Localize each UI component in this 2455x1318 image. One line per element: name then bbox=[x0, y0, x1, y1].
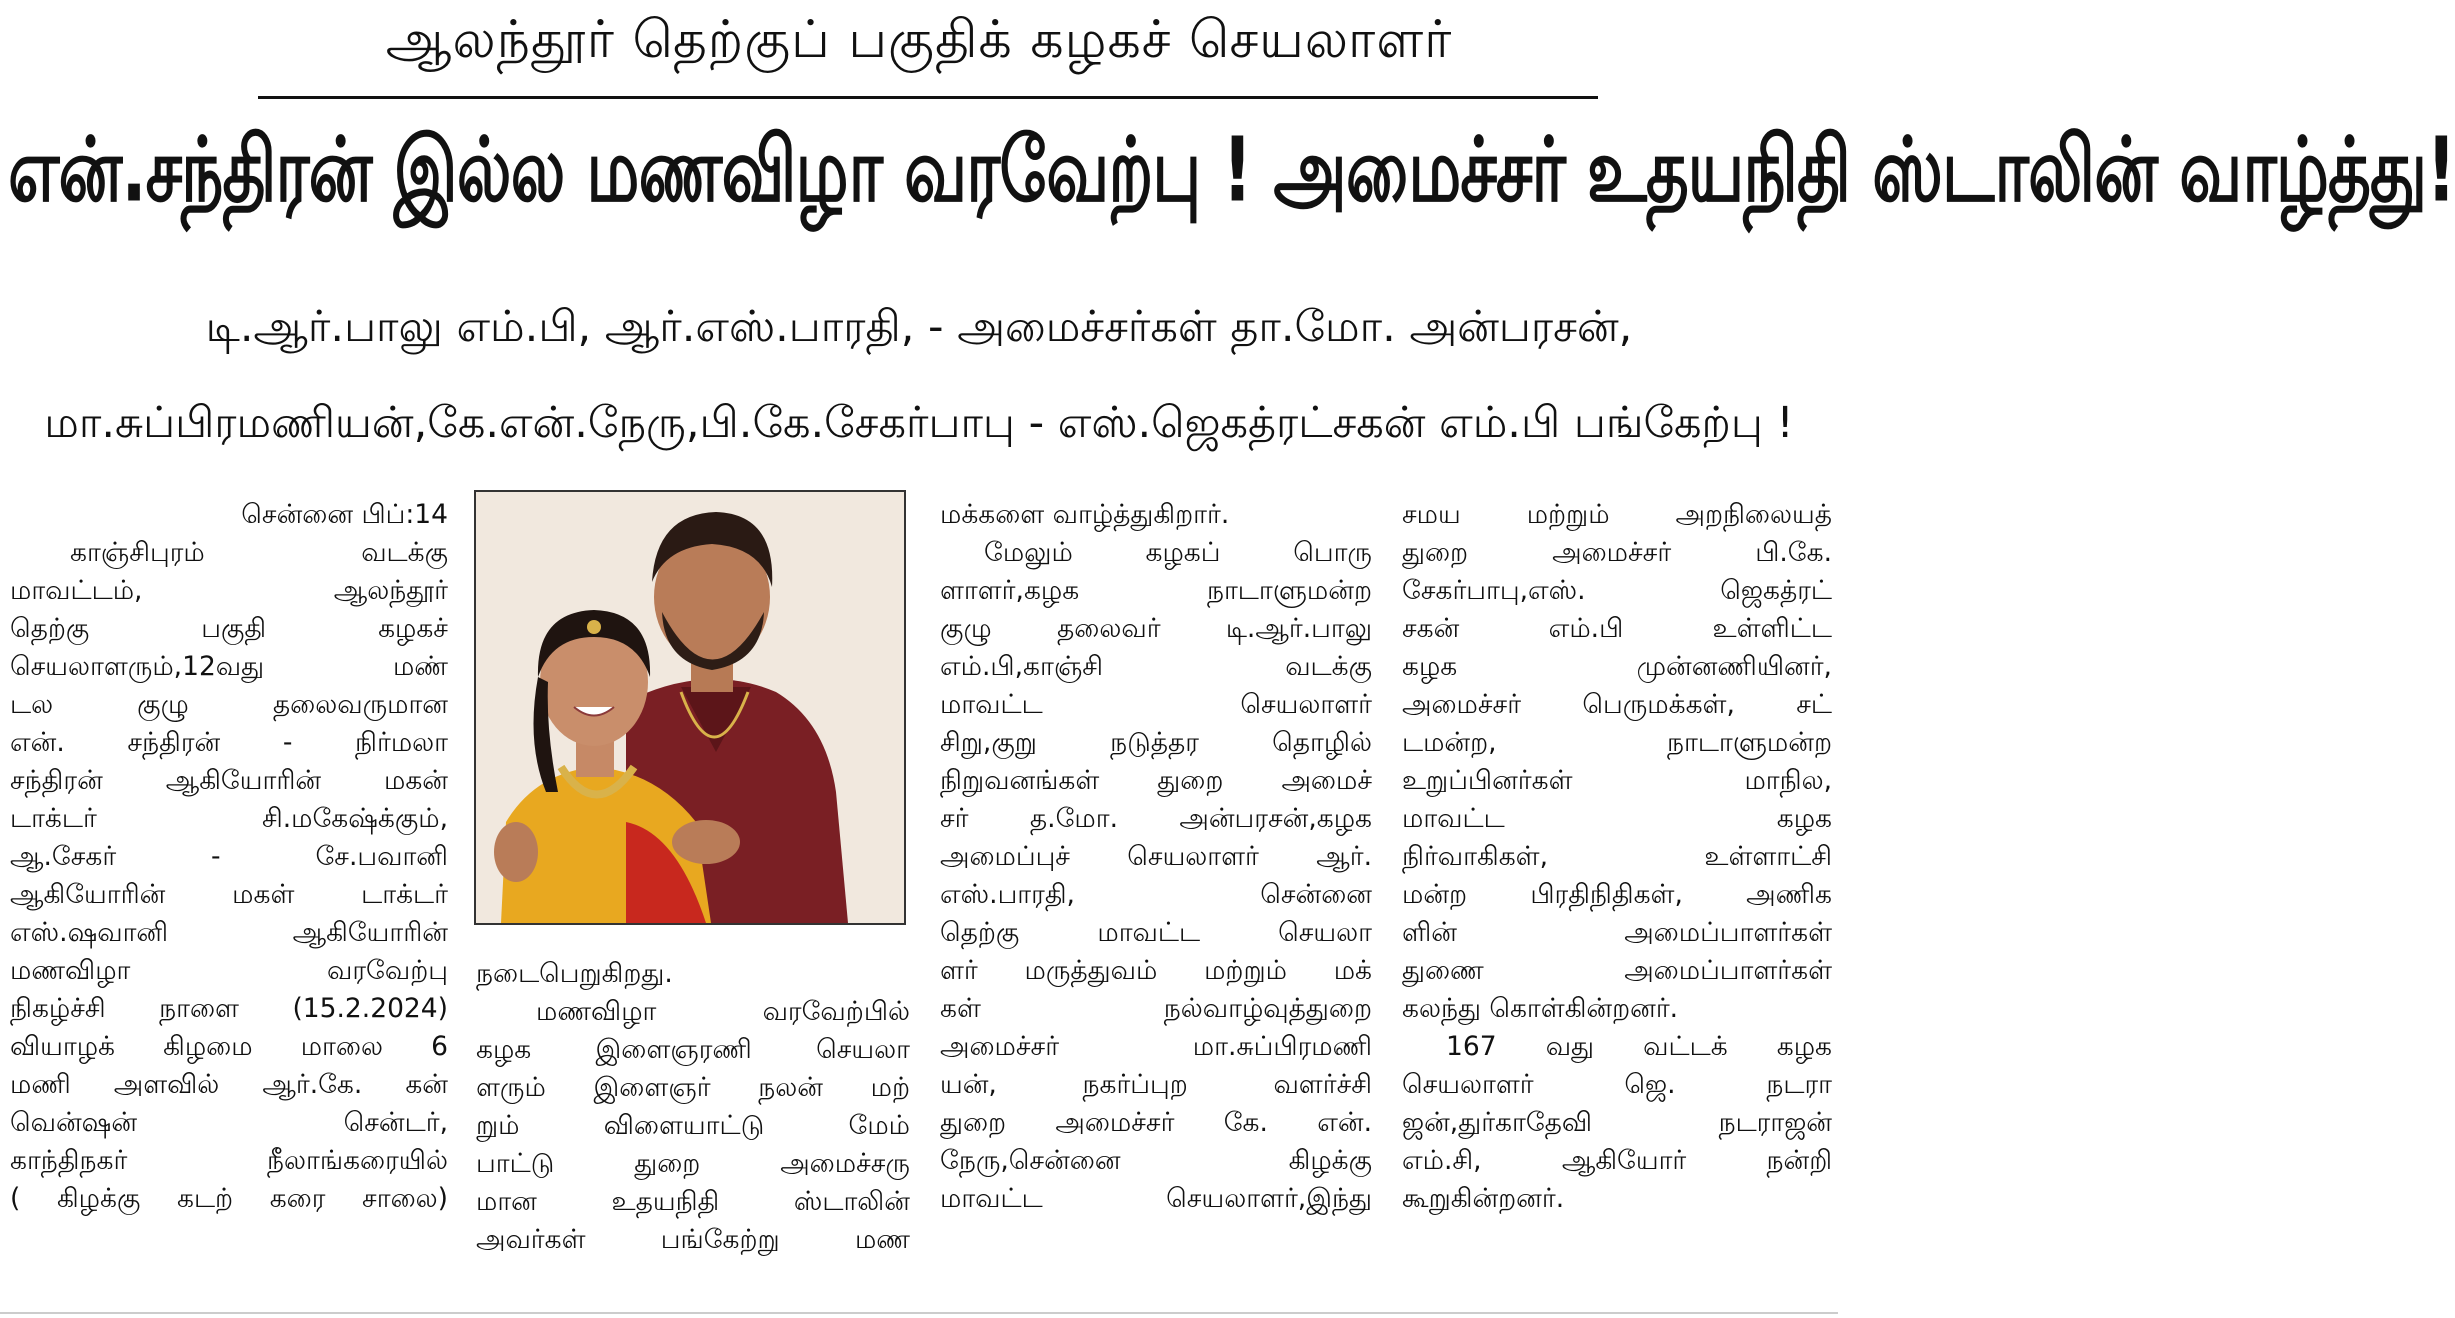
text-line: வியாழக் கிழமை மாலை 6 bbox=[10, 1031, 448, 1062]
text-line: சகன் எம்.பி உள்ளிட்ட bbox=[1402, 613, 1832, 644]
subheadline-line-1: டி.ஆர்.பாலு எம்.பி, ஆர்.எஸ்.பாரதி, - அமைச்சர்கள் தா.மோ. அன்பரசன், bbox=[205, 302, 1633, 352]
text-line: வென்ஷன் சென்டர், bbox=[10, 1107, 448, 1138]
text-line: துறை அமைச்சர் கே. என். bbox=[940, 1107, 1372, 1138]
text-line: கூறுகின்றனர். bbox=[1402, 1183, 1565, 1214]
dateline: சென்னை பிப்:14 bbox=[241, 499, 448, 530]
text-line: பாட்டு துறை அமைச்சரு bbox=[476, 1148, 910, 1179]
article-column-1 bbox=[10, 496, 448, 1218]
text-line: கள் நல்வாழ்வுத்துறை bbox=[940, 993, 1372, 1024]
text-line: மணவிழா வரவேற்பில் bbox=[536, 996, 910, 1027]
kicker-title: ஆலந்தூர் தெற்குப் பகுதிக் கழகச் செயலாளர் bbox=[385, 10, 1453, 70]
text-line: செயலாளரும்,12வது மண் bbox=[10, 651, 448, 682]
text-line: எம்.சி, ஆகியோர் நன்றி bbox=[1402, 1145, 1832, 1176]
text-line: அவர்கள் பங்கேற்று மண bbox=[476, 1224, 910, 1255]
text-line: ளர் மருத்துவம் மற்றும் மக் bbox=[940, 955, 1372, 986]
text-line: நடைபெறுகிறது. bbox=[476, 958, 673, 989]
text-line: மணி அளவில் ஆர்.கே. கன் bbox=[10, 1069, 448, 1100]
text-line: சமய மற்றும் அறநிலையத் bbox=[1402, 499, 1832, 530]
text-line: மாவட்ட கழக bbox=[1402, 803, 1832, 834]
text-line: 167 வது வட்டக் கழக bbox=[1446, 1031, 1832, 1062]
text-line: கழக முன்னணியினர், bbox=[1402, 651, 1832, 682]
text-line: எஸ்.பாரதி, சென்னை bbox=[940, 879, 1372, 910]
text-line: டமன்ற, நாடாளுமன்ற bbox=[1402, 727, 1832, 758]
text-line: நிர்வாகிகள், உள்ளாட்சி bbox=[1402, 841, 1832, 872]
text-line: மன்ற பிரதிநிதிகள், அணிக bbox=[1402, 879, 1832, 910]
text-line: ளரும் இளைஞர் நலன் மற் bbox=[476, 1072, 910, 1103]
text-line: மேலும் கழகப் பொரு bbox=[984, 537, 1372, 568]
text-line: டல குழு தலைவருமான bbox=[10, 689, 448, 720]
text-line: ( கிழக்கு கடற் கரை சாலை) bbox=[10, 1183, 448, 1214]
text-line: எம்.பி,காஞ்சி வடக்கு bbox=[940, 651, 1372, 682]
text-line: சர் த.மோ. அன்பரசன்,கழக bbox=[940, 803, 1372, 834]
text-line: சந்திரன் ஆகியோரின் மகன் bbox=[10, 765, 448, 796]
headline: என்.சந்திரன் இல்ல மணவிழா வரவேற்பு ! அமைச்சர் உதயநிதி ஸ்டாலின் வாழ்த்து! bbox=[8, 118, 2455, 222]
text-line: நிகழ்ச்சி நாளை (15.2.2024) bbox=[10, 993, 448, 1024]
text-line: டாக்டர் சி.மகேஷ்க்கும், bbox=[10, 803, 448, 834]
text-line: மான உதயநிதி ஸ்டாலின் bbox=[476, 1186, 910, 1217]
text-line: றும் விளையாட்டு மேம் bbox=[476, 1110, 910, 1141]
text-line: காந்திநகர் நீலாங்கரையில் bbox=[10, 1145, 448, 1176]
text-line: ஆ.சேகர் - சே.பவானி bbox=[10, 841, 448, 872]
text-line: நேரு,சென்னை கிழக்கு bbox=[940, 1145, 1372, 1176]
text-line: தெற்கு மாவட்ட செயலா bbox=[940, 917, 1372, 948]
text-line: அமைப்புச் செயலாளர் ஆர். bbox=[940, 841, 1372, 872]
text-line: சிறு,குறு நடுத்தர தொழில் bbox=[940, 727, 1372, 758]
text-line: எஸ்.ஷவானி ஆகியோரின் bbox=[10, 917, 448, 948]
text-line: சேகர்பாபு,எஸ். ஜெகத்ரட் bbox=[1402, 575, 1832, 606]
text-line: ளின் அமைப்பாளர்கள் bbox=[1402, 917, 1832, 948]
text-line: அமைச்சர் மா.சுப்பிரமணி bbox=[940, 1031, 1372, 1062]
text-line: கழக இளைஞரணி செயலா bbox=[476, 1034, 910, 1065]
text-line: உறுப்பினர்கள் மாநில, bbox=[1402, 765, 1832, 796]
text-line: குழு தலைவர் டி.ஆர்.பாலு bbox=[940, 613, 1372, 644]
couple-photo bbox=[474, 490, 906, 925]
text-line: மக்களை வாழ்த்துகிறார். bbox=[940, 499, 1230, 530]
text-line: மாவட்ட செயலாளர்,இந்து bbox=[940, 1183, 1372, 1214]
text-line: மாவட்ட செயலாளர் bbox=[940, 689, 1372, 720]
text-line: துறை அமைச்சர் பி.கே. bbox=[1402, 537, 1832, 568]
text-line: அமைச்சர் பெருமக்கள், சட் bbox=[1402, 689, 1832, 720]
text-line: மாவட்டம், ஆலந்தூர் bbox=[10, 575, 448, 606]
subheadline-line-2: மா.சுப்பிரமணியன்,கே.என்.நேரு,பி.கே.சேகர்பாபு - எஸ்.ஜெகத்ரட்சகன் எம்.பி பங்கேற்பு ! bbox=[44, 398, 1794, 448]
text-line: தெற்கு பகுதி கழகச் bbox=[10, 613, 448, 644]
text-line: துணை அமைப்பாளர்கள் bbox=[1402, 955, 1832, 986]
text-line: ஜன்,துர்காதேவி நடராஜன் bbox=[1402, 1107, 1832, 1138]
kicker-underline bbox=[258, 96, 1598, 99]
text-line: ஆகியோரின் மகள் டாக்டர் bbox=[10, 879, 448, 910]
article-column-2 bbox=[476, 955, 910, 1259]
article-column-3 bbox=[940, 496, 1372, 1218]
page-bottom-edge bbox=[0, 1312, 1838, 1314]
text-line: யன், நகர்ப்புற வளர்ச்சி bbox=[940, 1069, 1372, 1100]
article-column-4 bbox=[1402, 496, 1832, 1218]
couple-photo-illustration bbox=[476, 492, 904, 923]
text-line: ளாளர்,கழக நாடாளுமன்ற bbox=[940, 575, 1372, 606]
text-line: மணவிழா வரவேற்பு bbox=[10, 955, 448, 986]
text-line: கலந்து கொள்கின்றனர். bbox=[1402, 993, 1679, 1024]
text-line: செயலாளர் ஜெ. நடரா bbox=[1402, 1069, 1832, 1100]
text-line: என். சந்திரன் - நிர்மலா bbox=[10, 727, 448, 758]
text-line: காஞ்சிபுரம் வடக்கு bbox=[70, 537, 448, 568]
text-line: நிறுவனங்கள் துறை அமைச் bbox=[940, 765, 1372, 796]
